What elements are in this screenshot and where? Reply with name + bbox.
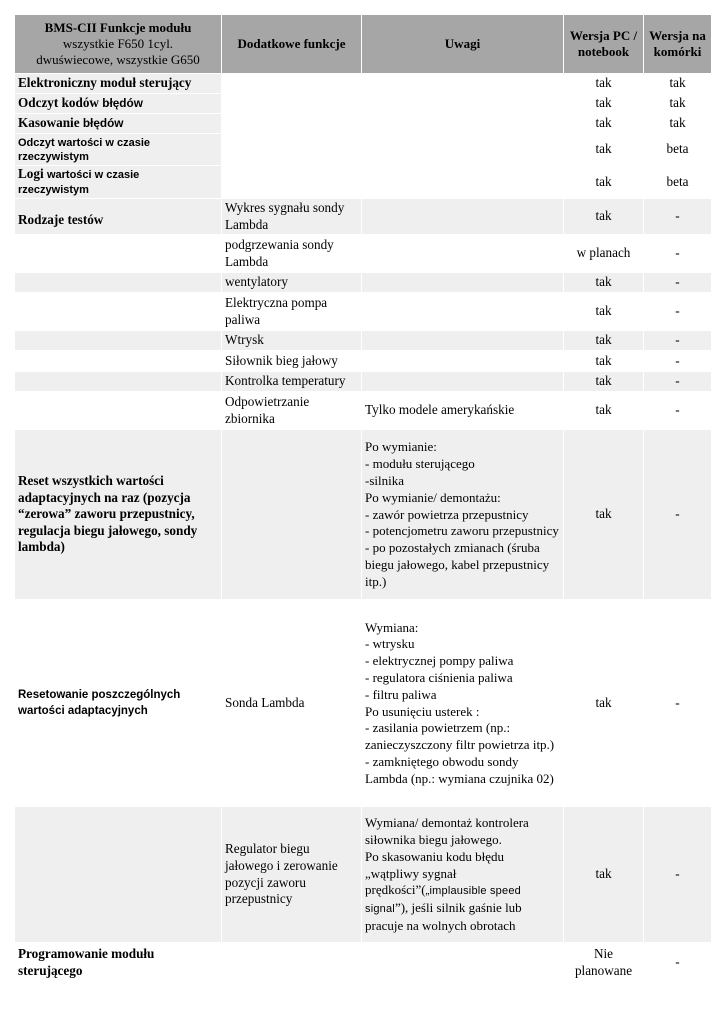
notes-cell — [362, 430, 564, 600]
note-line: - elektrycznej pompy paliwa — [365, 653, 514, 669]
mobile-cell: - — [644, 372, 712, 392]
pc-cell: tak — [564, 331, 644, 351]
function-cell — [15, 94, 222, 114]
table-row — [15, 293, 712, 331]
note-line: Po wymianie/ demontażu: — [365, 489, 501, 505]
function-text: rzeczywistym — [18, 150, 89, 163]
pc-cell: tak — [564, 199, 644, 235]
pc-cell: tak — [564, 166, 644, 199]
extra-cell: podgrzewania sondy Lambda — [222, 235, 362, 273]
header-col-function-line1: BMS-CII Funkcje modułu — [44, 20, 192, 35]
extra-cell — [222, 134, 362, 166]
function-cell — [15, 331, 222, 351]
notes-cell — [362, 807, 564, 943]
pc-cell: tak — [564, 273, 644, 293]
notes-cell: Tylko modele amerykańskie — [362, 392, 564, 430]
notes-cell — [362, 134, 564, 166]
extra-cell: Siłownik bieg jałowy — [222, 351, 362, 372]
pc-cell: tak — [564, 430, 644, 600]
header-col-function-line3: dwuświecowe, wszystkie G650 — [36, 52, 200, 67]
mobile-cell: - — [644, 235, 712, 273]
table-row — [15, 74, 712, 94]
header-col-notes: Uwagi — [362, 15, 564, 74]
function-text: Logi — [18, 166, 47, 181]
table-row — [15, 331, 712, 351]
extra-cell — [222, 430, 362, 600]
function-cell — [15, 235, 222, 273]
function-cell — [15, 351, 222, 372]
note-text-sans: „implausible speed signal — [365, 885, 521, 916]
pc-cell: Nie planowane — [564, 943, 644, 983]
pc-cell: tak — [564, 94, 644, 114]
mobile-cell: - — [644, 807, 712, 943]
function-text: Odczyt wartości w czasie — [18, 136, 151, 149]
pc-cell: tak — [564, 293, 644, 331]
table-row — [15, 273, 712, 293]
extra-cell: wentylatory — [222, 273, 362, 293]
note-line: - potencjometru zaworu przepustnicy — [365, 523, 559, 539]
pc-cell: tak — [564, 392, 644, 430]
notes-cell — [362, 372, 564, 392]
note-line: - regulatora ciśnienia paliwa — [365, 669, 513, 685]
mobile-cell: - — [644, 351, 712, 372]
header-row — [15, 15, 712, 74]
extra-cell: Wtrysk — [222, 331, 362, 351]
table-row — [15, 372, 712, 392]
header-col-pc: Wersja PC / notebook — [564, 15, 644, 74]
mobile-cell: tak — [644, 94, 712, 114]
note-line: -silnika — [365, 473, 404, 488]
mobile-cell: - — [644, 331, 712, 351]
table-row — [15, 430, 712, 600]
notes-cell — [362, 166, 564, 199]
note-line: - zawór powietrza przepustnicy — [365, 506, 529, 522]
table-row — [15, 943, 712, 983]
note-text: Po skasowaniu kodu błędu „wątpliwy sygnał prędkości”( — [365, 848, 505, 898]
notes-cell — [362, 331, 564, 351]
notes-cell — [362, 943, 564, 983]
mobile-cell: - — [644, 943, 712, 983]
notes-cell — [362, 114, 564, 134]
note-line: Po wymianie: — [365, 439, 437, 455]
pc-cell: tak — [564, 807, 644, 943]
notes-cell — [362, 94, 564, 114]
note-line: - zasilania powietrzem (np.: zanieczyszczony filtr powietrza itp.) — [365, 720, 555, 753]
note-line: - wtrysku — [365, 636, 415, 652]
header-col-function — [15, 15, 222, 74]
note-line: - zamkniętego obwodu sondy Lambda (np.: wymiana czujnika 02) — [365, 753, 554, 786]
extra-cell: Sonda Lambda — [222, 600, 362, 807]
table-row — [15, 600, 712, 807]
function-cell — [15, 273, 222, 293]
function-cell: Reset wszystkich wartości adaptacyjnych na raz (pozycja “zerowa” zaworu przepustnicy, regulacja biegu jałowego, sondy lambda) — [15, 430, 222, 600]
extra-cell: Kontrolka temperatury — [222, 372, 362, 392]
mobile-cell: - — [644, 273, 712, 293]
function-text: Kasowanie — [18, 115, 83, 131]
function-text-sans: rzeczywistym — [18, 184, 89, 196]
mobile-cell: - — [644, 600, 712, 807]
function-cell — [15, 372, 222, 392]
pc-cell: tak — [564, 351, 644, 372]
notes-cell — [362, 199, 564, 235]
table-row — [15, 94, 712, 114]
features-table — [14, 14, 712, 983]
function-cell — [15, 293, 222, 331]
function-text-sans: błędów — [82, 116, 124, 131]
extra-cell: Wykres sygnału sondy Lambda — [222, 199, 362, 235]
notes-cell — [362, 293, 564, 331]
function-cell: Rodzaje testów — [15, 199, 222, 235]
table-row — [15, 114, 712, 134]
pc-cell: tak — [564, 114, 644, 134]
notes-cell — [362, 74, 564, 94]
function-cell: Programowanie modułu sterującego — [15, 943, 222, 983]
function-cell — [15, 392, 222, 430]
table-row — [15, 166, 712, 199]
extra-cell: Regulator biegu jałowego i zerowanie pozycji zaworu przepustnicy — [222, 807, 362, 943]
mobile-cell: - — [644, 392, 712, 430]
function-text-sans: błędów — [102, 96, 143, 111]
function-cell — [15, 134, 222, 166]
pc-cell: tak — [564, 134, 644, 166]
pc-cell: tak — [564, 372, 644, 392]
function-cell — [15, 807, 222, 943]
table-row — [15, 351, 712, 372]
function-cell — [15, 166, 222, 199]
mobile-cell: beta — [644, 134, 712, 166]
notes-cell — [362, 235, 564, 273]
table-row — [15, 199, 712, 235]
mobile-cell: tak — [644, 114, 712, 134]
function-text-sans: wartości w czasie — [46, 169, 140, 181]
header-col-extra: Dodatkowe funkcje — [222, 15, 362, 74]
extra-cell — [222, 94, 362, 114]
note-line: - po pozostałych zmianach (śruba biegu jałowego, kabel przepustnicy itp.) — [365, 540, 550, 589]
note-line: - modułu sterującego — [365, 456, 475, 472]
pc-cell: tak — [564, 600, 644, 807]
mobile-cell: beta — [644, 166, 712, 199]
note-line: Wymiana: — [365, 619, 419, 635]
note-line — [365, 849, 560, 935]
table-row — [15, 134, 712, 166]
pc-cell: w planach — [564, 235, 644, 273]
function-cell — [15, 114, 222, 134]
table-row — [15, 807, 712, 943]
note-line: - filtru paliwa — [365, 686, 437, 702]
extra-cell — [222, 166, 362, 199]
extra-cell: Elektryczna pompa paliwa — [222, 293, 362, 331]
table-row — [15, 392, 712, 430]
pc-cell: tak — [564, 74, 644, 94]
mobile-cell: - — [644, 199, 712, 235]
extra-cell — [222, 74, 362, 94]
notes-cell — [362, 273, 564, 293]
table-row — [15, 235, 712, 273]
mobile-cell: - — [644, 293, 712, 331]
note-line: Po usunięciu usterek : — [365, 703, 480, 719]
function-text: Odczyt kodów — [18, 95, 103, 111]
notes-cell — [362, 600, 564, 807]
mobile-cell: - — [644, 430, 712, 600]
notes-cell — [362, 351, 564, 372]
extra-cell — [222, 943, 362, 983]
header-col-function-line2: wszystkie F650 1cyl. — [62, 36, 174, 51]
note-line: Wymiana/ demontaż kontrolera siłownika biegu jałowego. — [365, 815, 529, 847]
header-col-mobile: Wersja na komórki — [644, 15, 712, 74]
mobile-cell: tak — [644, 74, 712, 94]
extra-cell: Odpowietrzanie zbiornika — [222, 392, 362, 430]
extra-cell — [222, 114, 362, 134]
note-text: ”), jeśli silnik gaśnie lub pracuje na wolnych obrotach — [365, 900, 522, 933]
function-cell: Elektroniczny moduł sterujący — [15, 74, 222, 94]
function-cell: Resetowanie poszczególnych wartości adaptacyjnych — [15, 600, 222, 807]
